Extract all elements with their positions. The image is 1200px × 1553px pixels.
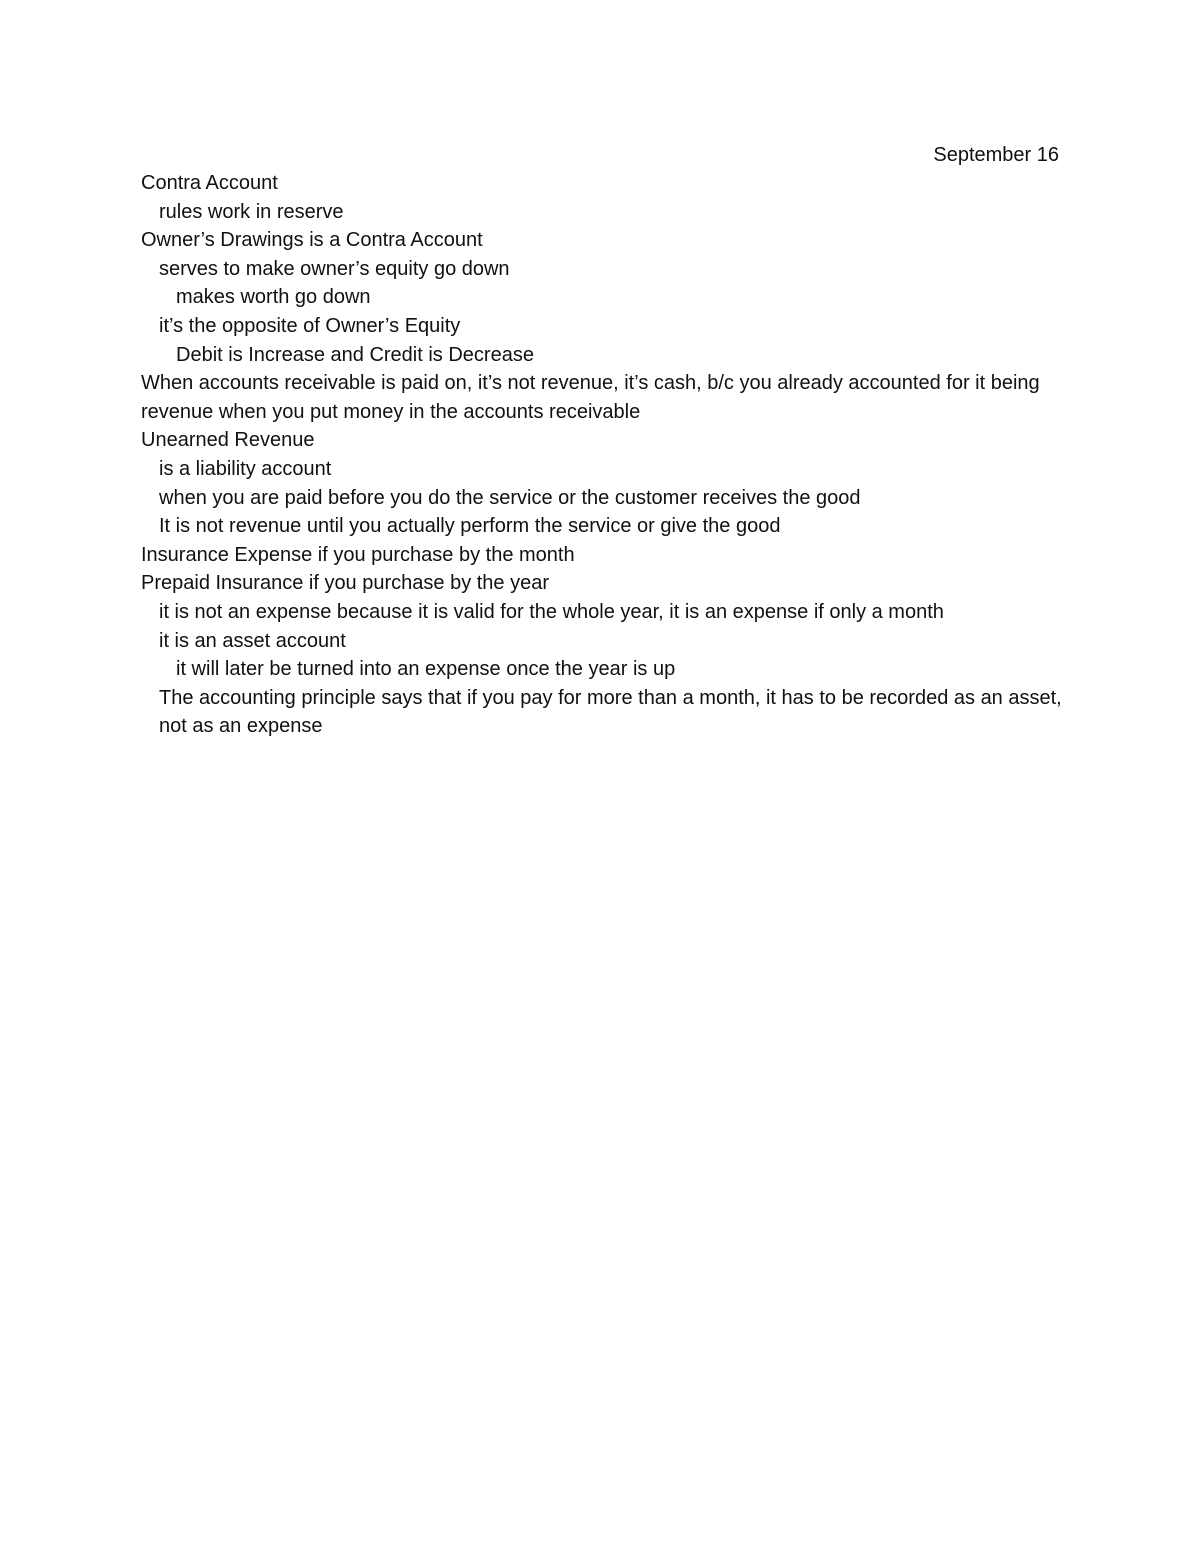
note-heading: Insurance Expense if you purchase by the month bbox=[141, 543, 575, 566]
note-line: rules work in reserve bbox=[159, 200, 344, 223]
note-heading: Owner’s Drawings is a Contra Account bbox=[141, 229, 483, 252]
note-line: It is not revenue until you actually perform the service or give the good bbox=[159, 515, 781, 538]
note-line: it is not an expense because it is valid for the whole year, it is an expense if only a month bbox=[159, 600, 944, 623]
note-line: it’s the opposite of Owner’s Equity bbox=[159, 314, 461, 337]
note-paragraph: The accounting principle says that if you pay for more than a month, it has to be recorded as an asset, not as an expense bbox=[159, 686, 1062, 738]
note-subline: it will later be turned into an expense once the year is up bbox=[176, 658, 676, 681]
note-paragraph: When accounts receivable is paid on, it’s not revenue, it’s cash, b/c you already accounted for it being revenue when you put money in the accounts receivable bbox=[141, 372, 1040, 423]
note-line: is a liability account bbox=[159, 457, 332, 480]
note-heading: Contra Account bbox=[141, 172, 278, 194]
note-date: September 16 bbox=[933, 144, 1059, 166]
note-line: serves to make owner’s equity go down bbox=[159, 257, 510, 280]
note-subline: makes worth go down bbox=[176, 286, 371, 309]
note-line: it is an asset account bbox=[159, 629, 346, 652]
note-heading: Unearned Revenue bbox=[141, 429, 315, 452]
notes-body bbox=[141, 169, 1066, 741]
note-heading: Prepaid Insurance if you purchase by the year bbox=[141, 572, 550, 595]
note-subline: Debit is Increase and Credit is Decrease bbox=[176, 343, 534, 366]
note-line: when you are paid before you do the service or the customer receives the good bbox=[159, 486, 861, 509]
